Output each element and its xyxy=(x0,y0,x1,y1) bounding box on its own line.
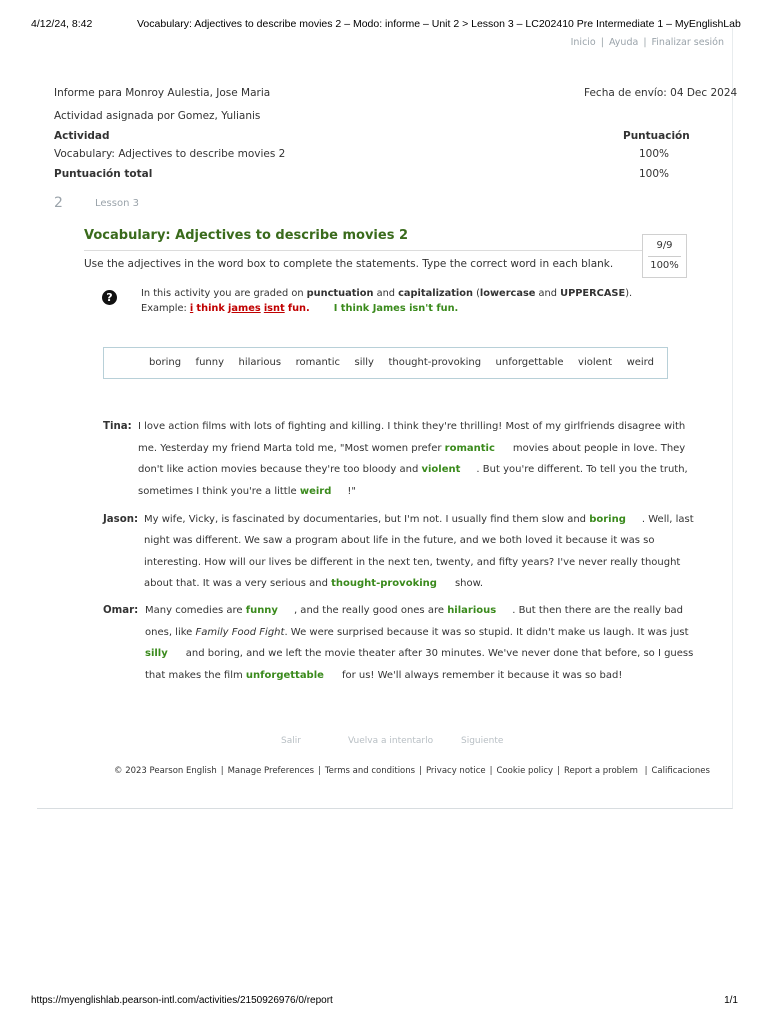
score-column-header: Puntuación xyxy=(623,130,690,142)
passage-line: me. Yesterday my friend Marta told me, "Most women prefer romantic movies about people in love. They xyxy=(138,443,686,454)
privacy-link[interactable]: Privacy notice xyxy=(425,766,486,776)
grading-note xyxy=(141,287,632,316)
speaker-jason: Jason: xyxy=(103,514,139,525)
total-score: 100% xyxy=(639,168,670,180)
top-nav-links: Inicio | Ayuda | Finalizar sesión xyxy=(570,37,724,48)
print-page-title: Vocabulary: Adjectives to describe movies 2 – Modo: informe – Unit 2 > Lesson 3 – LC202410 Pre Intermediate 1 – MyEnglishLab xyxy=(137,18,741,30)
print-page-count: 1/1 xyxy=(724,995,738,1006)
word-item: violent xyxy=(578,357,613,368)
passage-line: about that. It was a very serious and thought-provoking show. xyxy=(144,578,484,589)
speaker-omar: Omar: xyxy=(103,605,139,616)
word-item: funny xyxy=(195,357,224,368)
grading-note-line1: In this activity you are graded on punctuation and capitalization (lowercase and UPPERCASE). xyxy=(141,288,633,299)
answer-blank[interactable]: silly xyxy=(145,648,168,659)
answer-blank[interactable]: weird xyxy=(299,486,332,497)
assigned-by: Actividad asignada por Gomez, Yulianis xyxy=(54,110,261,122)
answer-blank[interactable]: boring xyxy=(589,514,626,525)
passage-line: Many comedies are funny , and the really good ones are hilarious . But then there are the really bad xyxy=(145,605,684,616)
help-link[interactable]: Ayuda xyxy=(608,37,639,48)
score-fraction: 9/9 xyxy=(656,240,673,251)
report-card xyxy=(37,28,733,809)
sent-date: Fecha de envío: 04 Dec 2024 xyxy=(584,87,738,99)
footer-links: © 2023 Pearson English | Manage Preferences | Terms and conditions | Privacy notice | Cookie policy | Report a problem | Calificaciones xyxy=(114,766,710,776)
report-for: Informe para Monroy Aulestia, Jose Maria xyxy=(54,87,271,99)
passage-line: ones, like Family Food Fight. We were surprised because it was so stupid. It didn't make us laugh. It was just xyxy=(145,627,689,638)
movie-title: Family Food Fight xyxy=(195,627,285,638)
question-number: 2 xyxy=(54,195,63,211)
activity-title: Vocabulary: Adjectives to describe movies 2 xyxy=(84,228,409,243)
home-link[interactable]: Inicio xyxy=(570,37,596,48)
passage-line: I love action films with lots of fighting and killing. I think they're thrilling! Most of my girlfriends disagree with xyxy=(138,421,686,432)
cookie-policy-link[interactable]: Cookie policy xyxy=(496,766,554,776)
print-url: https://myenglishlab.pearson-intl.com/activities/2150926976/0/report xyxy=(31,995,333,1006)
exit-button[interactable]: Salir xyxy=(281,736,301,746)
answer-blank[interactable]: hilarious xyxy=(447,605,497,616)
score-box xyxy=(642,234,687,278)
copyright: © 2023 Pearson English xyxy=(114,766,217,776)
print-date: 4/12/24, 8:42 xyxy=(31,18,93,30)
title-divider xyxy=(84,250,642,251)
instructions: Use the adjectives in the word box to complete the statements. Type the correct word in each blank. xyxy=(84,258,614,270)
activity-column-header: Actividad xyxy=(54,130,110,142)
logout-link[interactable]: Finalizar sesión xyxy=(651,37,724,48)
word-box-words xyxy=(149,357,668,368)
score-divider xyxy=(648,256,681,257)
passage-line: My wife, Vicky, is fascinated by documentaries, but I'm not. I usually find them slow and boring . Well, last xyxy=(144,514,694,525)
terms-link[interactable]: Terms and conditions xyxy=(324,766,416,776)
answer-blank[interactable]: romantic xyxy=(444,443,495,454)
word-item: hilarious xyxy=(238,357,282,368)
answer-blank[interactable]: funny xyxy=(245,605,278,616)
grades-link[interactable]: Calificaciones xyxy=(651,766,710,776)
activity-name: Vocabulary: Adjectives to describe movies 2 xyxy=(54,148,286,160)
passage-line: that makes the film unforgettable for us! We'll always remember it because it was so bad! xyxy=(145,670,623,681)
next-button[interactable]: Siguiente xyxy=(461,736,504,746)
word-item: boring xyxy=(149,357,182,368)
answer-blank[interactable]: thought-provoking xyxy=(331,578,437,589)
passage-line: night was different. We saw a program about life in the future, and we both loved it because it was so xyxy=(144,535,655,546)
activity-score: 100% xyxy=(639,148,670,160)
grading-example: Example: i think james isnt fun. I think James isn't fun. xyxy=(141,302,459,314)
word-item: romantic xyxy=(295,357,340,368)
report-problem-link[interactable]: Report a problem xyxy=(563,766,638,776)
word-box xyxy=(103,347,668,379)
question-mark-icon: ? xyxy=(102,290,117,305)
speaker-tina: Tina: xyxy=(103,421,132,432)
word-item: thought-provoking xyxy=(388,357,482,368)
word-item: weird xyxy=(626,357,654,368)
word-item: silly xyxy=(354,357,374,368)
answer-blank[interactable]: violent xyxy=(421,464,461,475)
word-item: unforgettable xyxy=(495,357,564,368)
passage-line: don't like action movies because they're too bloody and violent . But you're different. To tell you the truth, xyxy=(138,464,688,475)
lesson-label: Lesson 3 xyxy=(95,198,139,209)
passage-line: sometimes I think you're a little weird !" xyxy=(138,486,356,497)
passage-line: silly and boring, and we left the movie theater after 30 minutes. We've never done that before, so I guess xyxy=(145,648,694,659)
retry-button[interactable]: Vuelva a intentarlo xyxy=(348,736,434,746)
passage-line: interesting. How will our lives be different in the next ten, twenty, and fifty years? I've never really thought xyxy=(144,557,681,568)
total-score-label: Puntuación total xyxy=(54,168,153,180)
manage-preferences-link[interactable]: Manage Preferences xyxy=(227,766,315,776)
answer-blank[interactable]: unforgettable xyxy=(245,670,324,681)
score-percent: 100% xyxy=(650,260,679,271)
